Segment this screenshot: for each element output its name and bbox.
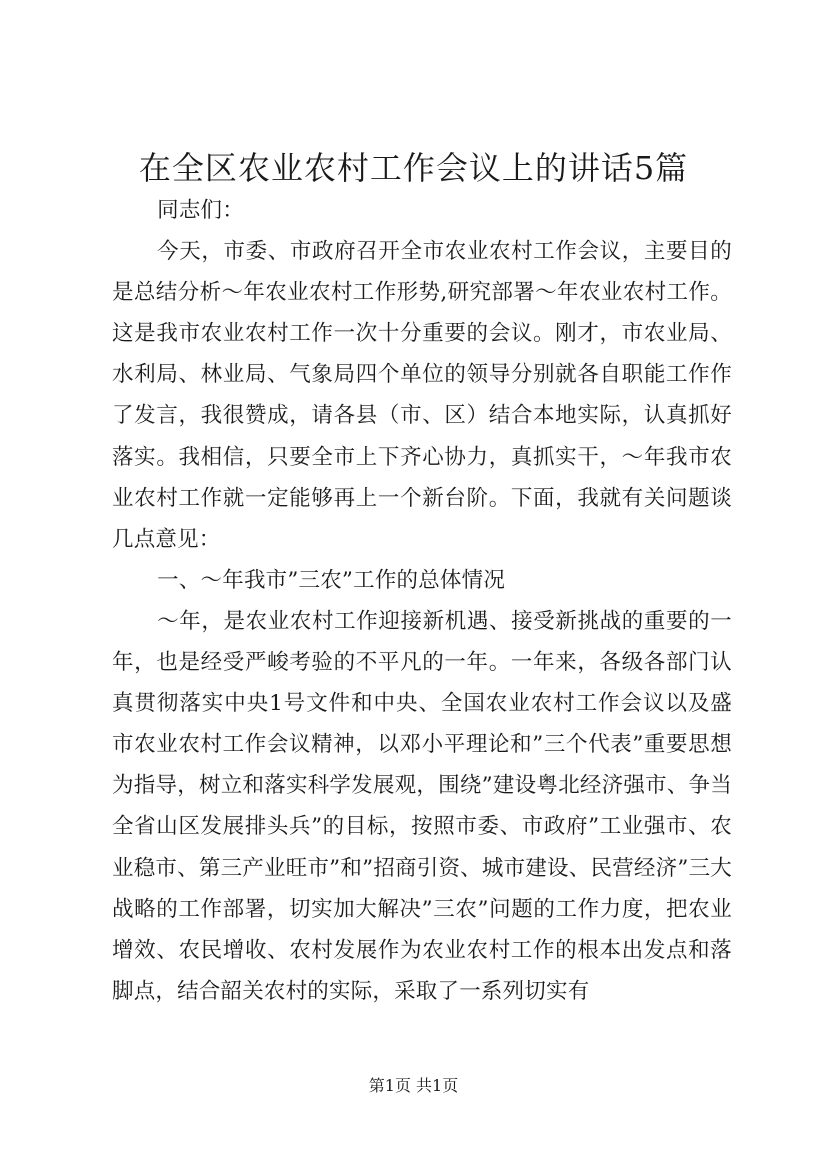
paragraph-overview: ～年，是农业农村工作迎接新机遇、接受新挑战的重要的一年，也是经受严峻考验的不平凡的一年。一年来，各级各部门认真贯彻落实中央1号文件和中央、全国农业农村工作会议以及盛市农业农村工作会议精神，以邓小平理论和”三个代表”重要思想为指导，树立和落实科学发展观，围绕”建设粤北经济强市、争当全省山区发展排头兵”的目标，按照市委、市政府”工业强市、农业稳市、第三产业旺市”和”招商引资、城市建设、民营经济”三大战略的工作部署，切实加大解决”三农”问题的工作力度，把农业增效、农民增收、农村发展作为农业农村工作的根本出发点和落脚点，结合韶关农村的实际，采取了一系列切实有 <box>112 608 732 1004</box>
salutation: 同志们： <box>157 198 244 223</box>
document-body <box>112 190 732 1012</box>
document-title: 在全区农业农村工作会议上的讲话5篇 <box>138 149 689 187</box>
section-heading: 一、～年我市”三农”工作的总体情况 <box>157 567 506 593</box>
page-footer: 第1页 共1页 <box>368 1076 459 1095</box>
paragraph-intro: 今天，市委、市政府召开全市农业农村工作会议，主要目的是总结分析～年农业农村工作形势,研究部署～年农业农村工作。这是我市农业农村工作一次十分重要的会议。刚才，市农业局、水利局、林业局、气象局四个单位的领导分别就各自职能工作作了发言，我很赞成，请各县（市、区）结合本地实际，认真抓好落实。我相信，只要全市上下齐心协力，真抓实干，～年我市农业农村工作就一定能够再上一个新台阶。下面，我就有关问题谈几点意见： <box>112 239 732 552</box>
